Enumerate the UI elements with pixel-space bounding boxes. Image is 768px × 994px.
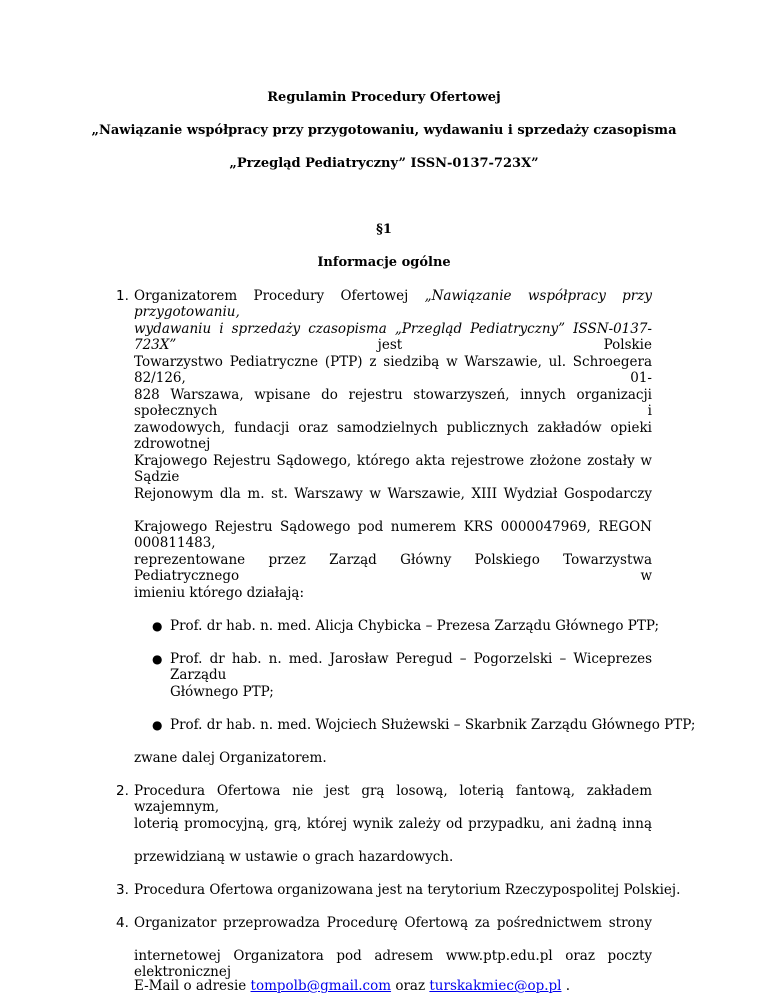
item-1-text: Organizatorem Procedury Ofertowej (134, 288, 425, 304)
bullet-icon: ● (152, 652, 163, 666)
item-2-line-1: Procedura Ofertowa nie jest grą losową, loterią fantową, zakładem wzajemnym, (134, 783, 652, 815)
bullet-icon: ● (152, 619, 163, 633)
item-4-text-end: . (561, 978, 571, 994)
item-2-line-2: loterią promocyjną, grą, której wynik zależy od przypadku, ani żadną inną (134, 816, 652, 832)
bullet-item-vice-president: Prof. dr hab. n. med. Jarosław Peregud – Pogorzelski – Wiceprezes Zarządu (170, 651, 652, 683)
item-1-line-4: 828 Warszawa, wpisane do rejestru stowarzyszeń, innych organizacji społecznych i (134, 387, 652, 419)
item-4-line-1: Organizator przeprowadza Procedurę Ofertową za pośrednictwem strony (134, 915, 652, 931)
bullet-item-vice-president-cont: Głównego PTP; (170, 684, 274, 700)
item-4-line-3 (134, 978, 570, 994)
item-3-number: 3. (116, 882, 129, 898)
section-heading: Informacje ogólne (317, 255, 451, 270)
section-symbol: §1 (376, 222, 392, 237)
item-1-line-9: reprezentowane przez Zarząd Główny Polskiego Towarzystwa Pediatrycznego w (134, 552, 652, 584)
item-1-text-cont: jest Polskie (176, 337, 652, 353)
procedure-name-italic: „Nawiązanie współpracy przy przygotowaniu, (134, 288, 652, 320)
item-1-line-8: Krajowego Rejestru Sądowego pod numerem KRS 0000047969, REGON 000811483, (134, 519, 652, 551)
item-1-line-2 (134, 321, 652, 353)
doc-title: Regulamin Procedury Ofertowej (267, 90, 501, 105)
item-1-closing: zwane dalej Organizatorem. (134, 750, 327, 766)
item-4-line-2: internetowej Organizatora pod adresem www.ptp.edu.pl oraz poczty elektronicznej (134, 948, 652, 980)
item-1-line-6: Krajowego Rejestru Sądowego, którego akta rejestrowe złożone zostały w Sądzie (134, 453, 652, 485)
email-link-turskakmiec[interactable]: turskakmiec@op.pl (429, 978, 562, 994)
item-2-line-3: przewidzianą w ustawie o grach hazardowych. (134, 849, 454, 865)
item-1-line-5: zawodowych, fundacji oraz samodzielnych publicznych zakładów opieki zdrowotnej (134, 420, 652, 452)
bullet-icon: ● (152, 718, 163, 732)
item-3-line-1: Procedura Ofertowa organizowana jest na terytorium Rzeczypospolitej Polskiej. (134, 882, 681, 898)
procedure-name-italic-cont: wydawaniu i sprzedaży czasopisma „Przegląd Pediatryczny” ISSN-0137-723X” (134, 321, 652, 353)
item-4-text: E-Mail o adresie (134, 978, 251, 994)
bullet-item-president: Prof. dr hab. n. med. Alicja Chybicka – Prezesa Zarządu Głównego PTP; (170, 618, 660, 634)
email-link-tompolb[interactable]: tompolb@gmail.com (250, 978, 392, 994)
item-4-number: 4. (116, 915, 129, 931)
item-1-line-1 (134, 288, 652, 320)
doc-title-line3: „Przegląd Pediatryczny” ISSN-0137-723X” (229, 156, 539, 171)
item-1-line-10: imieniu którego działają: (134, 585, 304, 601)
doc-title-line2: „Nawiązanie współpracy przy przygotowaniu, wydawaniu i sprzedaży czasopisma (91, 123, 677, 138)
item-1-line-3: Towarzystwo Pediatryczne (PTP) z siedzibą w Warszawie, ul. Schroegera 82/126, 01- (134, 354, 652, 386)
item-1-number: 1. (116, 288, 129, 304)
bullet-item-treasurer: Prof. dr hab. n. med. Wojciech Służewski – Skarbnik Zarządu Głównego PTP; (170, 717, 696, 733)
item-4-text-and: oraz (391, 978, 430, 994)
item-2-number: 2. (116, 783, 129, 799)
item-1-line-7: Rejonowym dla m. st. Warszawy w Warszawie, XIII Wydział Gospodarczy (134, 486, 652, 502)
